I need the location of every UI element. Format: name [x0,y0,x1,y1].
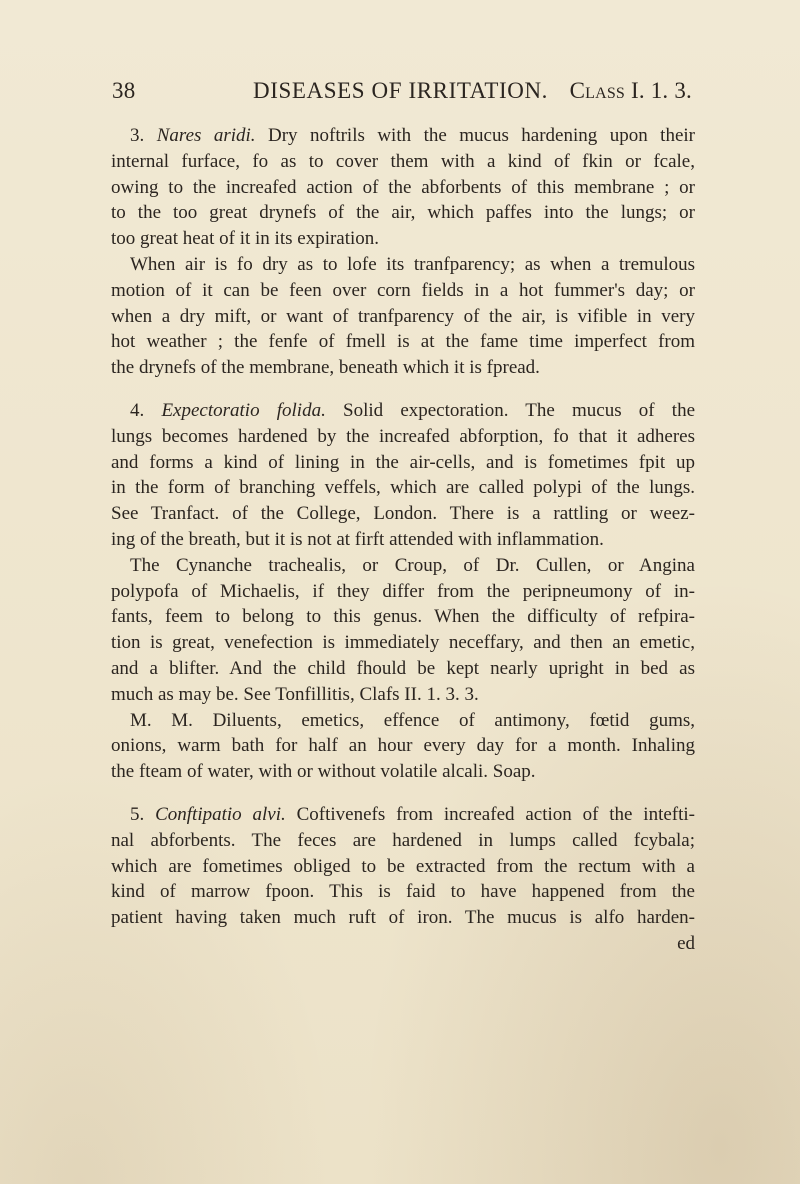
text-line [111,656,695,682]
text-run: onions, warm bath for half an hour every day for a month. Inhaling [111,735,695,757]
text-run: tion is great, venefection is immediately neceffary, and then an emetic, [111,632,695,654]
section-5 [111,802,695,957]
text-run: lungs becomes hardened by the increafed abforption, fo that it adheres [111,425,695,447]
text-line [111,501,695,527]
text-line [111,879,695,905]
text-run: nal abforbents. The feces are hardened in lumps called fcybala; [111,829,695,851]
text-run: much as may be. See Tonfillitis, Clafs II. 1. 3. 3. [111,683,479,705]
text-line [111,200,695,226]
class-reference: Class I. 1. 3. [569,78,692,103]
text-line [111,854,695,880]
text-line [111,708,695,734]
text-line [111,828,695,854]
page-body [111,123,695,957]
text-run: 5. [130,803,156,825]
text-line [111,802,695,828]
text-line [111,252,695,278]
text-run: kind of marrow fpoon. This is faid to have happened from the [111,881,695,903]
text-run: hot weather ; the fenfe of fmell is at the fame time imperfect from [111,331,695,353]
page-number: 38 [112,78,136,103]
section-3 [111,123,695,381]
text-line [111,733,695,759]
text-line [111,905,695,931]
text-run: too great heat of it in its expiration. [111,228,380,250]
text-line [111,226,695,252]
text-run: owing to the increafed action of the abforbents of this membrane ; or [111,176,695,198]
text-run: When air is fo dry as to lofe its tranfparency; as when a tremulous [130,253,695,275]
section-4 [111,398,695,785]
text-line [111,450,695,476]
section-gap [111,381,695,398]
text-run: which are fometimes obliged to be extracted from the rectum with a [111,855,695,877]
text-run: ed [677,932,695,954]
text-line [111,527,695,553]
text-run: 3. [130,125,157,146]
text-line [111,398,695,424]
text-run: to the too great drynefs of the air, which paffes into the lungs; or [111,202,695,224]
text-run: Dry noftrils with the mucus hardening upon their [255,125,695,146]
text-run: fants, feem to belong to this genus. When the difficulty of refpira- [111,606,695,628]
text-line [111,329,695,355]
text-run: See Tranfact. of the College, London. There is a rattling or weez- [111,503,695,525]
italic-heading: Conftipatio alvi. [155,803,286,825]
text-run: motion of it can be feen over corn fields in a hot fummer's day; or [111,279,695,301]
text-run: M. M. Diluents, emetics, effence of antimony, fœtid gums, [130,709,695,731]
text-line [111,278,695,304]
italic-heading: Nares aridi. [156,125,256,146]
text-line [111,475,695,501]
text-run: and a blifter. And the child fhould be kept nearly upright in bed as [111,657,695,679]
text-line [111,630,695,656]
text-run: 4. [130,399,162,421]
text-run: and forms a kind of lining in the air-cells, and is fometimes fpit up [111,451,695,473]
text-run: Solid expectoration. The mucus of the [325,399,695,421]
text-line [111,553,695,579]
text-line [111,149,695,175]
text-run: in the form of branching veffels, which are called polypi of the lungs. [111,477,695,499]
text-run: the drynefs of the membrane, beneath which it is fpread. [111,357,540,379]
section-gap [111,785,695,802]
text-line [111,931,695,957]
text-line [111,604,695,630]
text-run: ing of the breath, but it is not at firft attended with inflammation. [111,528,604,550]
text-line [111,304,695,330]
text-run: Coftivenefs from increafed action of the intefti- [285,803,696,825]
text-line [111,355,695,381]
italic-heading: Expectoratio folida. [161,399,326,421]
text-line [111,579,695,605]
text-run: patient having taken much ruft of iron. The mucus is alfo harden- [111,907,695,929]
text-run: polypofa of Michaelis, if they differ from the peripneumony of in- [111,580,695,602]
text-line [111,424,695,450]
page-title: DISEASES OF IRRITATION. [253,78,548,103]
text-line [111,175,695,201]
text-run: when a dry mift, or want of tranfparency of the air, is vifible in very [111,305,695,327]
text-run: the fteam of water, with or without volatile alcali. Soap. [111,761,536,783]
text-line [111,123,695,149]
text-line [111,759,695,785]
running-header [112,78,692,114]
text-run: The Cynanche trachealis, or Croup, of Dr. Cullen, or Angina [130,554,695,576]
text-line [111,682,695,708]
text-run: internal furface, fo as to cover them with a kind of fkin or fcale, [111,150,695,172]
